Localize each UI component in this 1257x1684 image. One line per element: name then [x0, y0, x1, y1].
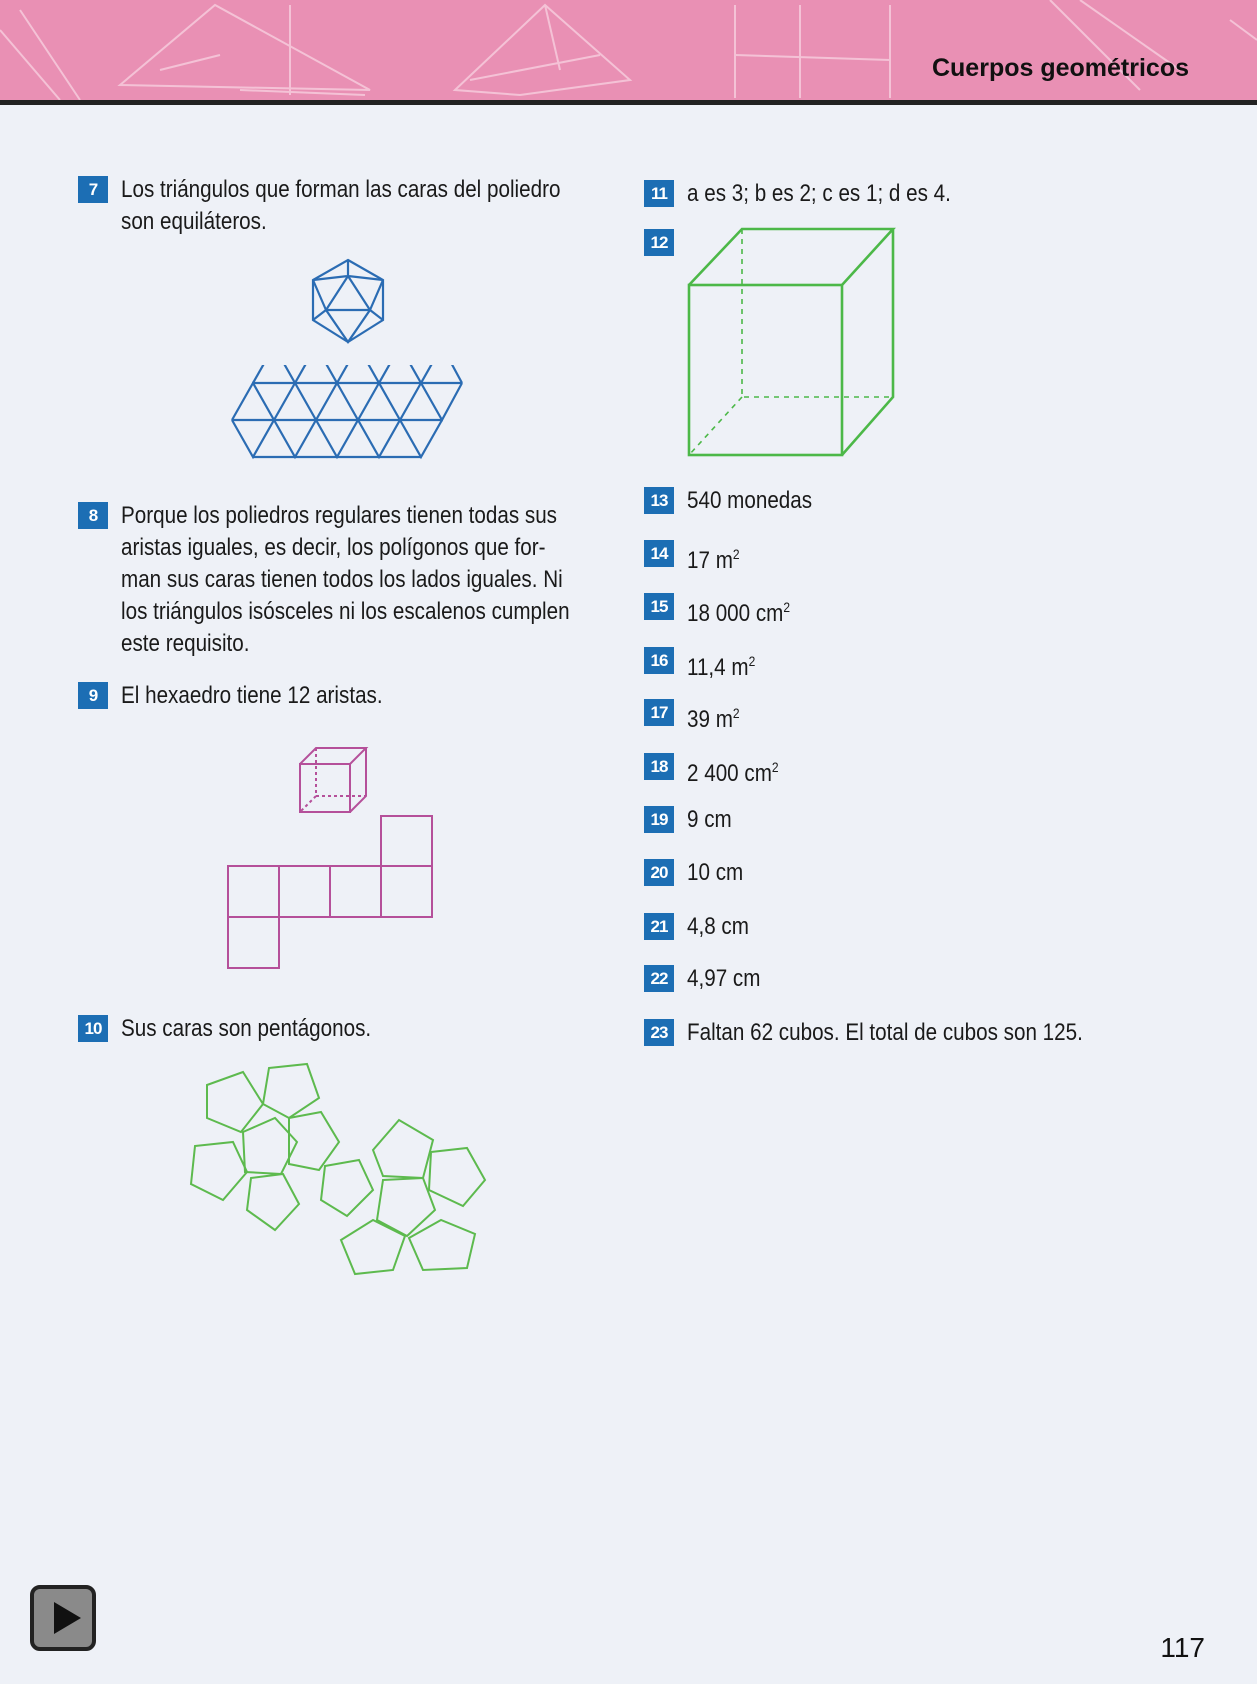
green-cube-figure — [685, 225, 897, 459]
section-title: Cuerpos geométricos — [931, 54, 1189, 82]
answer-value: Faltan 62 cubos. El total de cubos son 125. — [687, 1019, 1083, 1046]
answer-text — [687, 751, 779, 790]
exercise-badge: 13 — [644, 487, 674, 514]
unit-exponent: 2 — [732, 546, 740, 562]
answer-23 — [644, 1017, 1147, 1049]
answer-text — [687, 1017, 1083, 1049]
answer-8 — [78, 500, 643, 660]
exercise-badge: 8 — [78, 502, 108, 529]
answer-10 — [78, 1013, 412, 1045]
icosahedron-net-figure — [230, 365, 466, 475]
exercise-badge: 21 — [644, 913, 674, 940]
answer-text — [687, 485, 812, 517]
exercise-badge: 19 — [644, 806, 674, 833]
exercise-badge: 16 — [644, 647, 674, 674]
header-banner — [0, 0, 1257, 101]
exercise-badge: 23 — [644, 1019, 674, 1046]
answer-text: a es 3; b es 2; c es 1; d es 4. — [687, 180, 951, 207]
answer-text — [687, 697, 740, 736]
answer-19 — [644, 804, 739, 836]
answer-9 — [78, 680, 425, 712]
header-rule — [0, 100, 1257, 105]
cube-net-figure — [226, 814, 438, 970]
answer-value: 4,97 cm — [687, 965, 761, 992]
exercise-badge: 12 — [644, 229, 674, 256]
play-button[interactable] — [30, 1585, 96, 1651]
answer-line: Los triángulos que forman las caras del poliedro — [121, 176, 561, 203]
answer-line: este requisito. — [121, 630, 250, 657]
exercise-badge: 22 — [644, 965, 674, 992]
answer-text — [121, 500, 570, 660]
unit-exponent: 2 — [783, 599, 791, 615]
exercise-badge: 9 — [78, 682, 108, 709]
icosahedron-figure — [308, 258, 388, 346]
answer-line: son equiláteros. — [121, 208, 267, 235]
exercise-badge: 7 — [78, 176, 108, 203]
answer-line: los triángulos isósceles ni los escalenos cumplen — [121, 598, 570, 625]
answer-text — [121, 174, 560, 238]
exercise-badge: 17 — [644, 699, 674, 726]
answer-line: Porque los poliedros regulares tienen todas sus — [121, 502, 558, 529]
answer-text — [687, 911, 749, 943]
answer-value: 39 m — [687, 706, 733, 733]
answer-text: El hexaedro tiene 12 aristas. — [121, 682, 383, 709]
answer-16 — [644, 645, 766, 684]
answer-15 — [644, 591, 807, 630]
answer-value: 11,4 m — [687, 654, 749, 681]
answer-text: Sus caras son pentágonos. — [121, 1015, 372, 1042]
exercise-badge: 14 — [644, 540, 674, 567]
exercise-badge: 11 — [644, 180, 674, 207]
unit-exponent: 2 — [732, 705, 740, 721]
exercise-badge: 20 — [644, 859, 674, 886]
answer-value: 17 m — [687, 547, 733, 574]
answer-line: man sus caras tienen todos los lados iguales. Ni — [121, 566, 563, 593]
answer-line: aristas iguales, es decir, los polígonos que for- — [121, 534, 546, 561]
exercise-badge: 10 — [78, 1015, 108, 1042]
answer-text — [687, 645, 755, 684]
banner-geometry-decoration — [0, 0, 1257, 101]
answer-7 — [78, 174, 632, 238]
answer-text — [687, 963, 760, 995]
exercise-badge: 15 — [644, 593, 674, 620]
answer-12 — [644, 227, 687, 256]
small-cube-figure — [298, 746, 370, 816]
answer-18 — [644, 751, 794, 790]
page-number: 117 — [1160, 1632, 1205, 1663]
answer-value: 4,8 cm — [687, 913, 749, 940]
unit-exponent: 2 — [771, 759, 779, 775]
answer-text — [687, 591, 790, 630]
answer-text — [687, 857, 743, 889]
answer-value: 2 400 cm — [687, 760, 772, 787]
dodecahedron-net-figure — [185, 1060, 495, 1282]
answer-value: 9 cm — [687, 806, 732, 833]
unit-exponent: 2 — [748, 653, 756, 669]
answer-value: 10 cm — [687, 859, 744, 886]
answer-text — [687, 804, 732, 836]
answer-20 — [644, 857, 752, 889]
answer-value: 18 000 cm — [687, 600, 784, 627]
answer-22 — [644, 963, 772, 995]
answer-value: 540 monedas — [687, 487, 813, 514]
answer-text — [687, 538, 740, 577]
answer-14 — [644, 538, 748, 577]
exercise-badge: 18 — [644, 753, 674, 780]
answer-21 — [644, 911, 759, 943]
answer-13 — [644, 485, 832, 517]
answer-17 — [644, 697, 748, 736]
answer-11 — [644, 178, 994, 210]
